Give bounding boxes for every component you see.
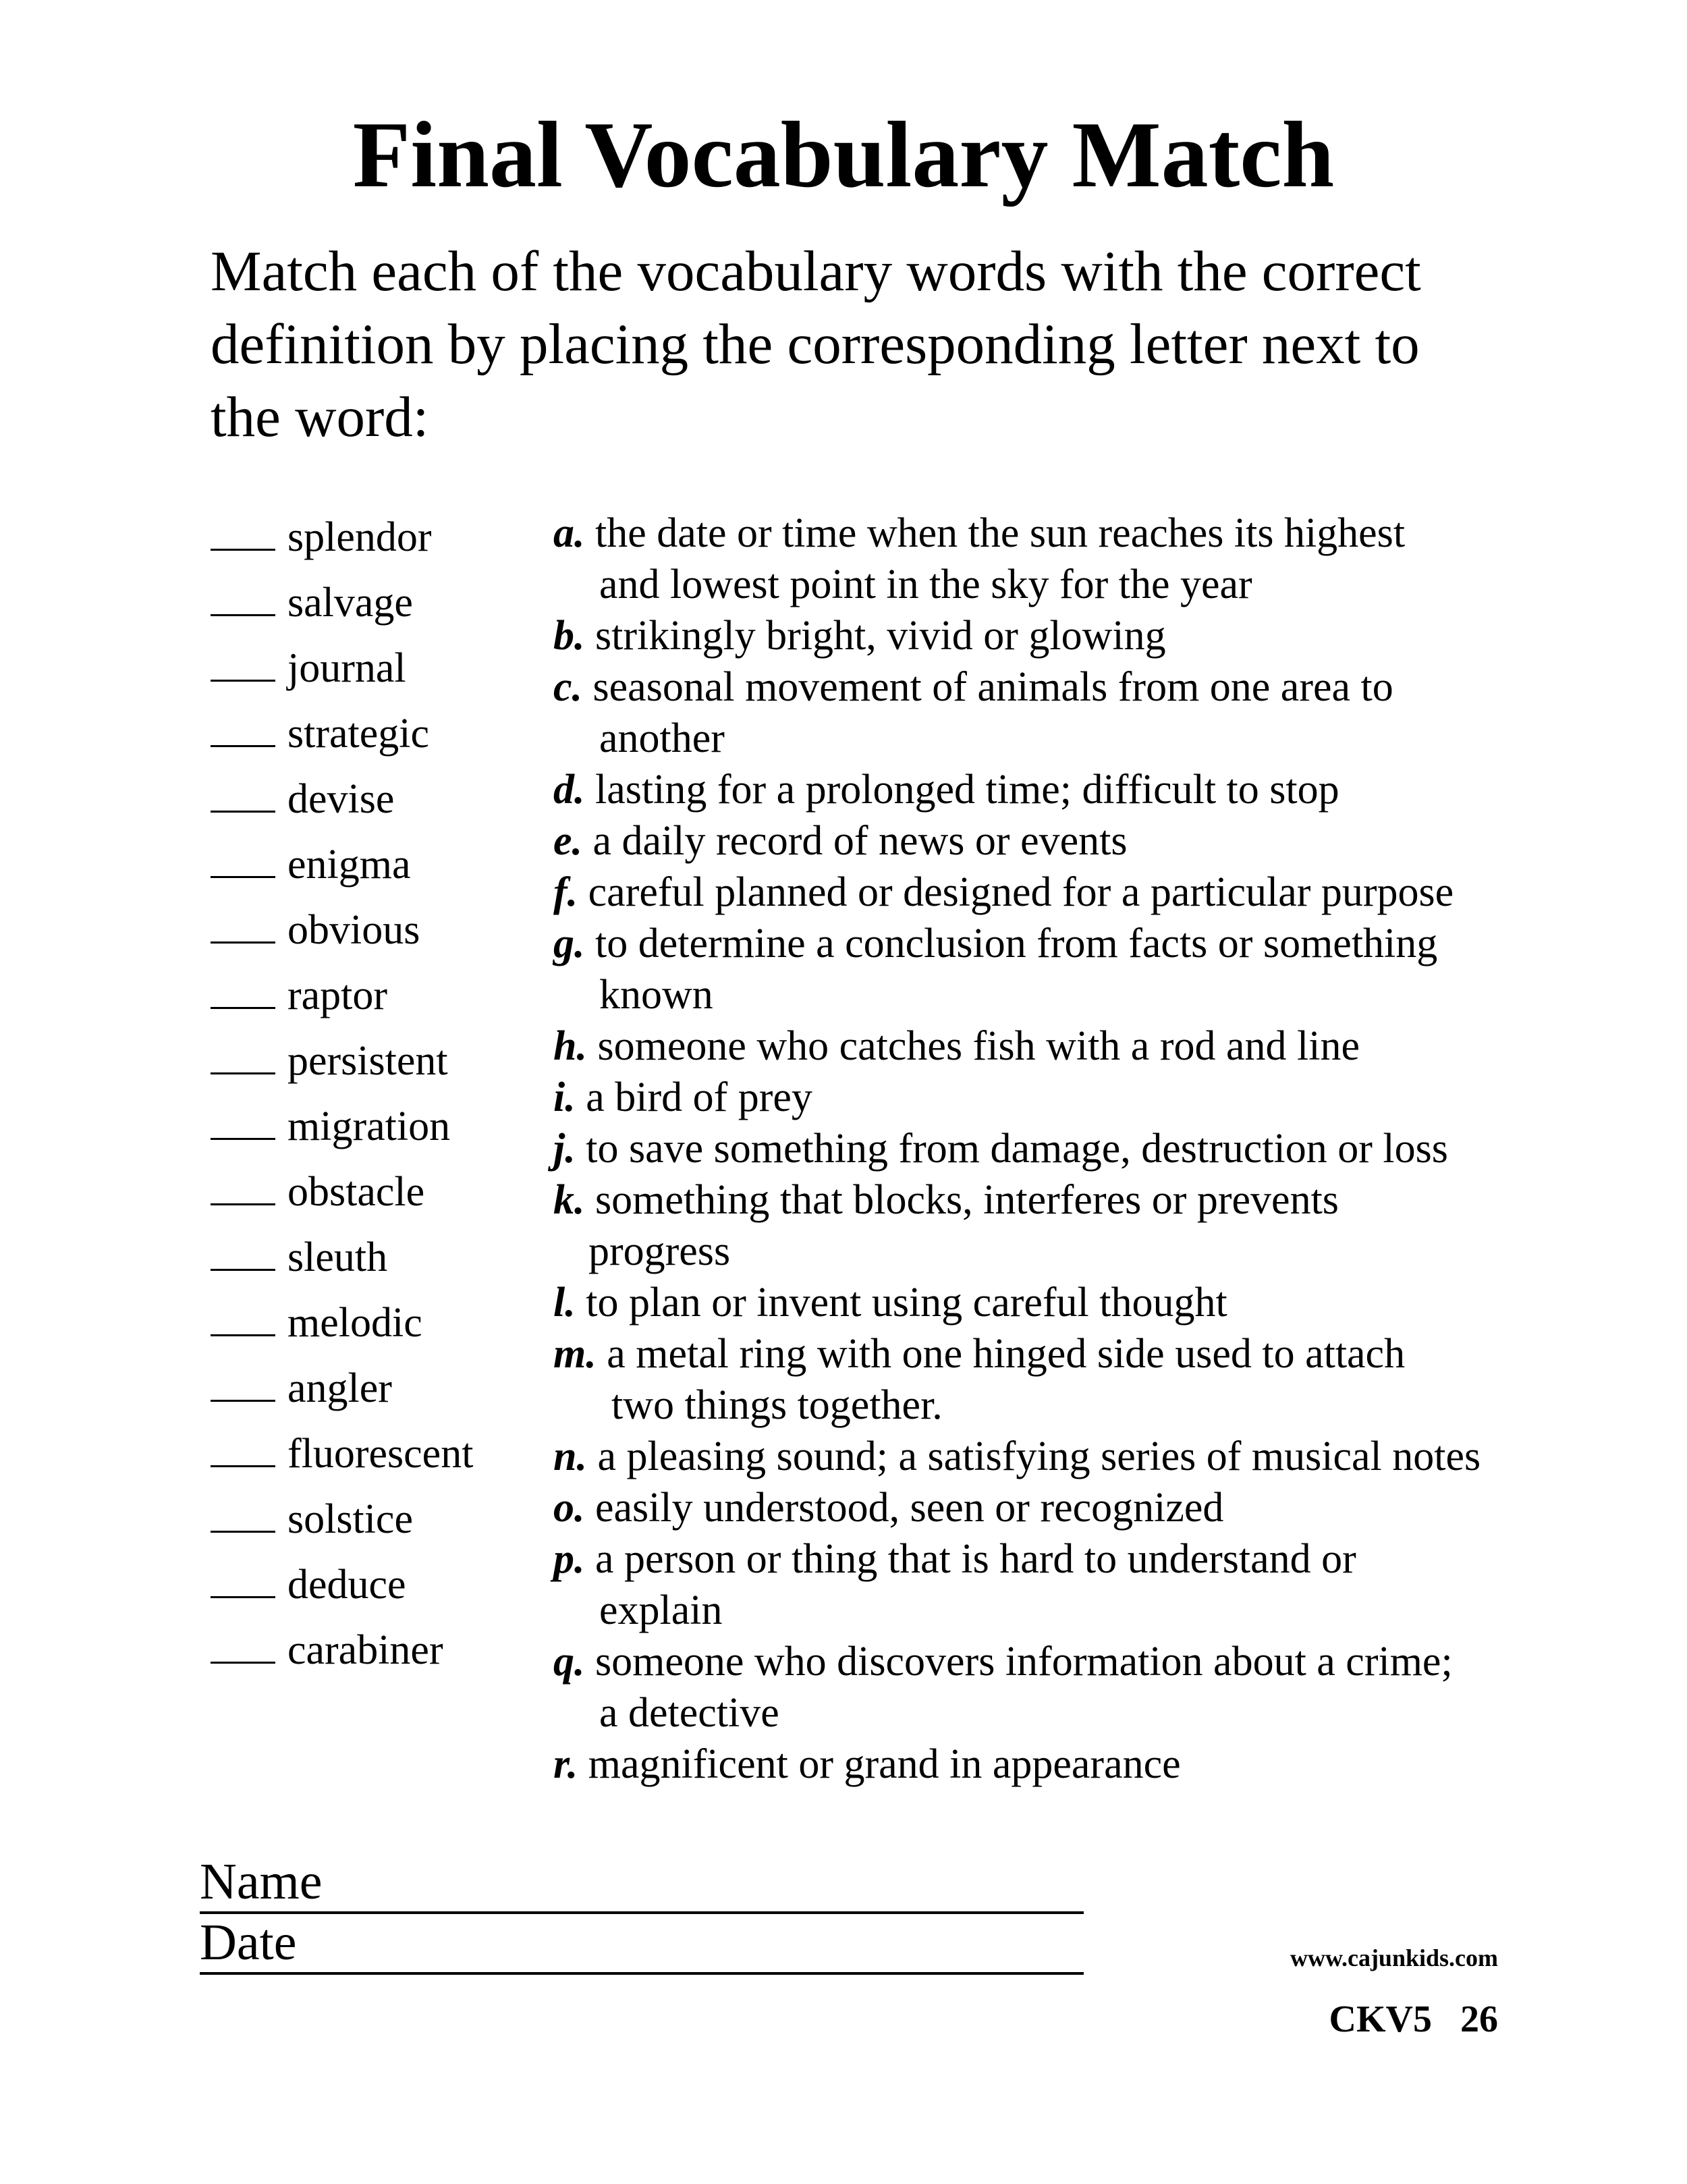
word-item <box>211 1159 528 1225</box>
word-item <box>211 505 528 570</box>
definition-letter: o. <box>553 1485 585 1531</box>
word-label: obstacle <box>287 1169 425 1215</box>
definition-item <box>553 1072 1606 1123</box>
definition-text: careful planned or designed for a particular purpose <box>588 869 1454 915</box>
answer-blank[interactable] <box>211 1622 275 1664</box>
definition-letter: g. <box>553 921 585 966</box>
definition-text: to determine a conclusion from facts or something <box>595 921 1438 966</box>
word-label: salvage <box>287 580 413 626</box>
definition-text: to plan or invent using careful thought <box>586 1280 1227 1326</box>
answer-blank[interactable] <box>211 1099 275 1140</box>
definition-text: strikingly bright, vivid or glowing <box>595 613 1166 659</box>
definition-item <box>553 1533 1606 1636</box>
word-item <box>211 1552 528 1618</box>
word-item <box>211 636 528 701</box>
answer-blank[interactable] <box>211 1295 275 1336</box>
definition-letter: d. <box>553 767 585 813</box>
definition-letter: c. <box>553 664 583 710</box>
definition-letter: q. <box>553 1639 585 1685</box>
definition-text: a person or thing that is hard to understand or <box>595 1536 1356 1582</box>
date-field[interactable] <box>200 1915 1084 1975</box>
definition-text: the date or time when the sun reaches its highest <box>595 510 1406 556</box>
answer-blank[interactable] <box>211 968 275 1009</box>
definition-text: someone who catches fish with a rod and line <box>597 1023 1360 1069</box>
definition-letter: b. <box>553 613 585 659</box>
definition-text: to save something from damage, destruction or loss <box>586 1126 1448 1172</box>
definition-item <box>553 918 1606 1020</box>
definition-item <box>553 1277 1606 1328</box>
word-item <box>211 767 528 832</box>
answer-blank[interactable] <box>211 837 275 878</box>
answer-blank[interactable] <box>211 771 275 813</box>
page-code: CKV5 26 <box>1329 1998 1498 2040</box>
vocabulary-word-list <box>211 505 528 1683</box>
definition-item <box>553 1482 1606 1533</box>
word-item <box>211 1618 528 1683</box>
definition-text-continued: a detective <box>599 1690 779 1736</box>
definition-text-continued: two things together. <box>611 1382 943 1428</box>
definition-item <box>553 1739 1606 1790</box>
definition-text-continued: and lowest point in the sky for the year <box>599 562 1252 607</box>
definition-item <box>553 1174 1606 1277</box>
definition-list <box>553 508 1606 1790</box>
definition-item <box>553 1431 1606 1482</box>
word-label: solstice <box>287 1496 413 1542</box>
word-label: migration <box>287 1103 451 1149</box>
word-item <box>211 1094 528 1159</box>
definition-item <box>553 1123 1606 1174</box>
word-item <box>211 701 528 767</box>
definition-item <box>553 610 1606 661</box>
definition-text-continued: explain <box>599 1587 723 1633</box>
definition-letter: m. <box>553 1331 597 1377</box>
page-title: Final Vocabulary Match <box>352 103 1335 207</box>
date-label: Date <box>200 1914 297 1971</box>
definition-letter: i. <box>553 1074 576 1120</box>
definition-item <box>553 1020 1606 1072</box>
answer-blank[interactable] <box>211 510 275 551</box>
word-label: devise <box>287 776 395 822</box>
definition-item <box>553 1328 1606 1431</box>
definition-text: seasonal movement of animals from one area to <box>592 664 1393 710</box>
definition-letter: n. <box>553 1434 587 1479</box>
word-label: splendor <box>287 514 432 560</box>
word-item <box>211 1487 528 1552</box>
definition-letter: l. <box>553 1280 576 1326</box>
definition-item <box>553 815 1606 867</box>
word-item <box>211 1225 528 1290</box>
definition-letter: a. <box>553 510 585 556</box>
word-label: enigma <box>287 842 411 888</box>
answer-blank[interactable] <box>211 902 275 944</box>
definition-text: magnificent or grand in appearance <box>588 1741 1181 1787</box>
definition-item <box>553 661 1606 764</box>
definition-item <box>553 764 1606 815</box>
definition-text: a pleasing sound; a satisfying series of musical notes <box>597 1434 1481 1479</box>
answer-blank[interactable] <box>211 1361 275 1402</box>
word-item <box>211 1290 528 1356</box>
word-item <box>211 570 528 636</box>
definition-letter: r. <box>553 1741 578 1787</box>
word-item <box>211 832 528 898</box>
definition-text: lasting for a prolonged time; difficult to stop <box>595 767 1339 813</box>
word-label: melodic <box>287 1300 422 1346</box>
definition-item <box>553 1636 1606 1739</box>
definition-letter: k. <box>553 1177 585 1223</box>
answer-blank[interactable] <box>211 706 275 747</box>
answer-blank[interactable] <box>211 1557 275 1598</box>
answer-blank[interactable] <box>211 1492 275 1533</box>
definition-item <box>553 867 1606 918</box>
definition-text: a bird of prey <box>586 1074 812 1120</box>
word-item <box>211 898 528 963</box>
word-label: raptor <box>287 973 388 1018</box>
name-label: Name <box>200 1853 323 1910</box>
definition-text: easily understood, seen or recognized <box>595 1485 1224 1531</box>
word-item <box>211 1356 528 1421</box>
definition-text: a metal ring with one hinged side used to attach <box>607 1331 1406 1377</box>
answer-blank[interactable] <box>211 1426 275 1467</box>
word-label: obvious <box>287 907 420 953</box>
word-label: deduce <box>287 1562 406 1608</box>
definition-letter: f. <box>553 869 578 915</box>
answer-blank[interactable] <box>211 1033 275 1074</box>
definition-item <box>553 508 1606 610</box>
word-item <box>211 1029 528 1094</box>
definition-text-continued: progress <box>588 1228 731 1274</box>
answer-blank[interactable] <box>211 640 275 682</box>
definition-letter: j. <box>553 1126 576 1172</box>
definition-letter: e. <box>553 818 583 864</box>
word-label: angler <box>287 1365 392 1411</box>
definition-text: a daily record of news or events <box>592 818 1128 864</box>
answer-blank[interactable] <box>211 1230 275 1271</box>
word-label: persistent <box>287 1038 448 1084</box>
definition-text-continued: known <box>599 972 713 1018</box>
definition-text: something that blocks, interferes or prevents <box>595 1177 1339 1223</box>
website-url: www.cajunkids.com <box>1290 1944 1498 1971</box>
definition-letter: p. <box>553 1536 585 1582</box>
word-item <box>211 963 528 1029</box>
word-label: journal <box>287 645 406 691</box>
definition-letter: h. <box>553 1023 587 1069</box>
word-label: sleuth <box>287 1234 388 1280</box>
definition-text: someone who discovers information about a crime; <box>595 1639 1453 1685</box>
word-item <box>211 1421 528 1487</box>
instructions-text: Match each of the vocabulary words with the correct definition by placing the corresponding letter next to the word: <box>211 240 1421 449</box>
word-label: carabiner <box>287 1627 443 1673</box>
definition-text-continued: another <box>599 715 725 761</box>
name-field[interactable] <box>200 1855 1084 1914</box>
answer-blank[interactable] <box>211 575 275 616</box>
answer-blank[interactable] <box>211 1164 275 1205</box>
word-label: strategic <box>287 711 430 757</box>
word-label: fluorescent <box>287 1431 474 1477</box>
